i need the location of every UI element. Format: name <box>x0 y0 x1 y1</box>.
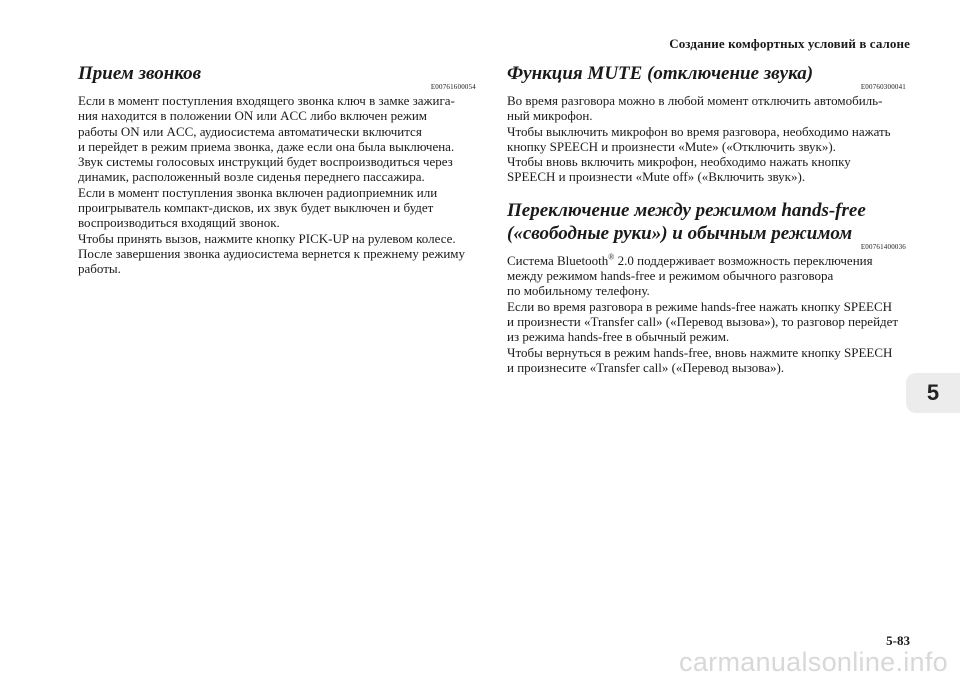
section-code: E00760300041 <box>860 83 906 91</box>
section-code: E00761600054 <box>430 83 476 91</box>
text-line: Чтобы вернуться в режим hands-free, вновь нажмите кнопку SPEECH <box>507 344 893 360</box>
text-line: Звук системы голосовых инструкций будет воспроизводиться через <box>78 154 453 170</box>
text-line: SPEECH и произнести «Mute off» («Включить звук»). <box>507 169 806 185</box>
title-line: («свободные руки») и обычным режимом <box>507 222 853 244</box>
text-line: между режимом hands-free и режимом обычного разговора <box>507 268 834 284</box>
section-body <box>507 253 906 375</box>
text-line: работы. <box>78 261 121 277</box>
text-line: Чтобы вновь включить микрофон, необходимо нажать кнопку <box>507 154 851 170</box>
section-body <box>78 93 476 277</box>
text-line: работы ON или ACC, аудиосистема автоматически включится <box>78 123 422 139</box>
watermark: carmanualsonline.info <box>679 647 948 677</box>
title-line: Переключение между режимом hands-free <box>507 199 866 221</box>
text-line: Если в момент поступления входящего звонка ключ в замке зажига- <box>78 93 455 108</box>
left-column <box>78 62 476 277</box>
page-number: 5-83 <box>886 633 910 648</box>
section-code: E00761400036 <box>860 242 906 251</box>
text-fragment: 2.0 поддерживает возможность переключения <box>614 252 873 268</box>
section-hands-free <box>507 199 906 375</box>
text-line: Во время разговора можно в любой момент отключить автомобиль- <box>507 93 883 108</box>
text-line: из режима hands-free в обычный режим. <box>507 329 730 345</box>
text-line: кнопку SPEECH и произнести «Mute» («Отключить звук»). <box>507 138 836 154</box>
text-line: по мобильному телефону. <box>507 283 650 299</box>
text-line: Если в момент поступления звонка включен радиоприемник или <box>78 184 438 200</box>
registered-mark: ® <box>608 252 615 262</box>
text-line: Чтобы принять вызов, нажмите кнопку PICK-UP на рулевом колесе. <box>78 230 456 246</box>
section-title-mute: Функция MUTE (отключение звука) <box>507 63 814 84</box>
right-column <box>507 62 906 375</box>
text-line: проигрыватель компакт-дисков, их звук будет выключен и будет <box>78 200 434 216</box>
text-line: и произнесите «Transfer call» («Перевод вызова»). <box>507 359 785 375</box>
section-title-call-receive: Прием звонков <box>78 63 202 84</box>
chapter-tab: 5 <box>906 373 960 413</box>
section-title-hands-free <box>507 199 906 245</box>
text-line: После завершения звонка аудиосистема вернется к прежнему режиму <box>78 245 466 261</box>
section-body <box>507 93 906 185</box>
text-line: воспроизводиться входящий звонок. <box>78 215 280 231</box>
text-line: ния находится в положении ON или ACC либо включен режим <box>78 108 428 124</box>
text-line: динамик, расположенный возле сиденья переднего пассажира. <box>78 169 425 185</box>
text-line: Чтобы выключить микрофон во время разговора, необходимо нажать <box>507 123 891 139</box>
running-header: Создание комфортных условий в салоне <box>669 36 910 51</box>
text-fragment: Система Bluetooth <box>507 252 609 268</box>
text-line <box>507 253 906 268</box>
text-line: и произнести «Transfer call» («Перевод вызова»), то разговор перейдет <box>507 313 899 329</box>
text-line: ный микрофон. <box>507 108 593 124</box>
text-line: Если во время разговора в режиме hands-free нажать кнопку SPEECH <box>507 298 893 314</box>
text-line: и перейдет в режим приема звонка, даже если она была выключена. <box>78 138 455 154</box>
